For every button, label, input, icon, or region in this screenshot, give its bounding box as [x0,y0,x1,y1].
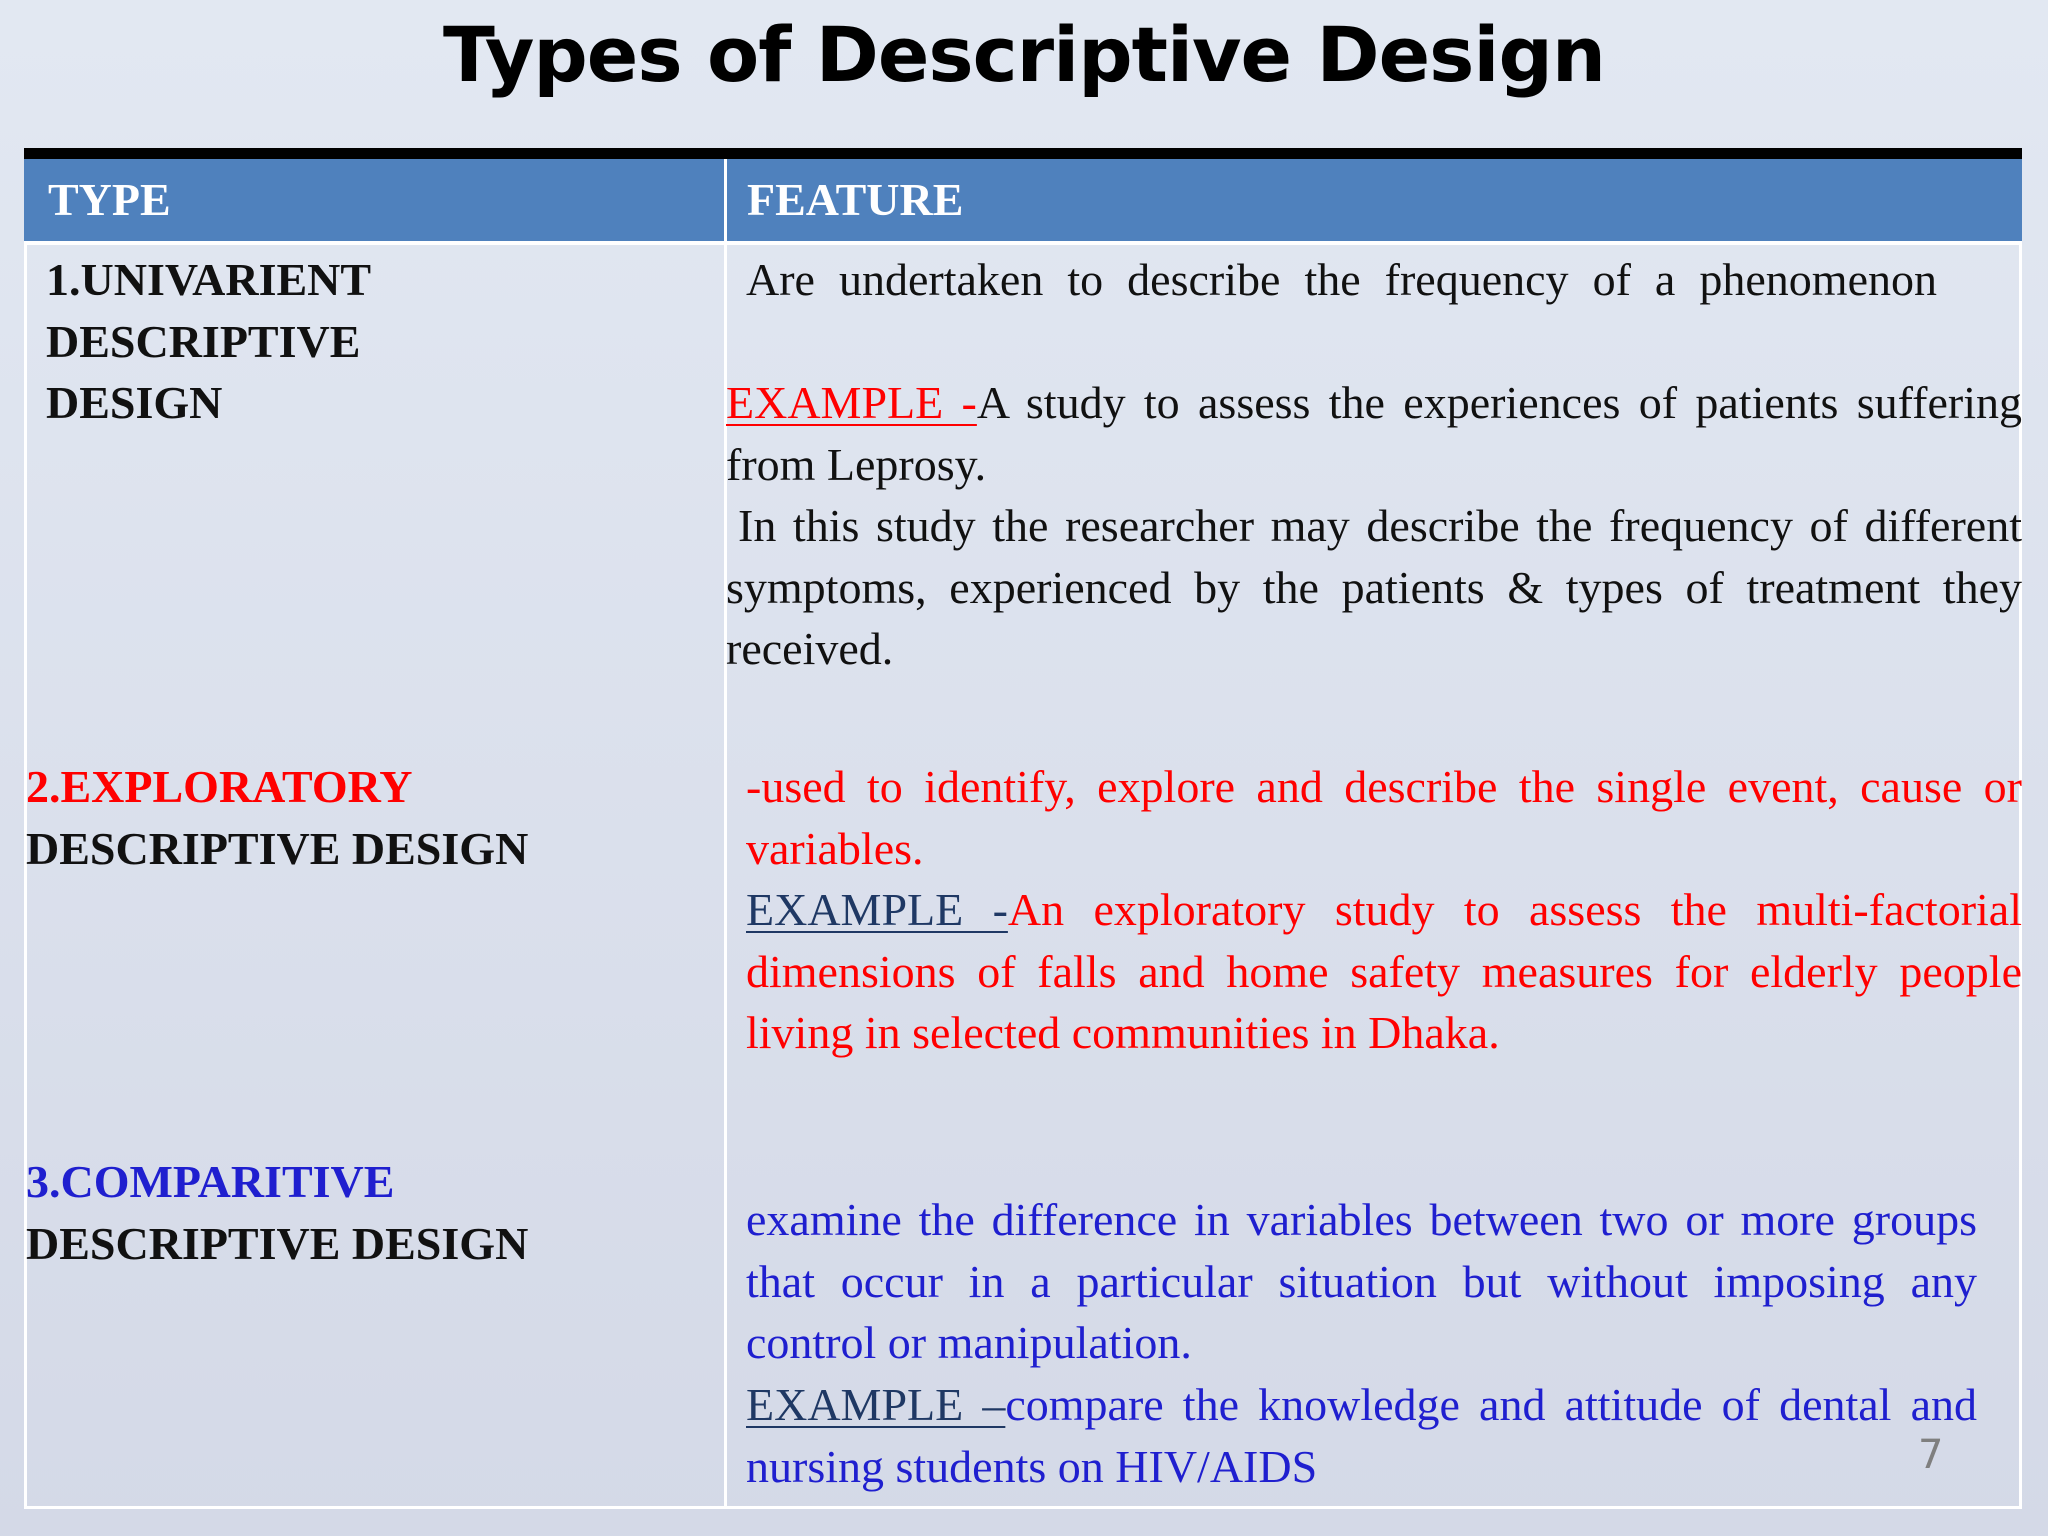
feature-extra: In this study the researcher may describe the frequency of different symptoms, experienced by the patients & types of treatment they received. [726,500,2022,674]
table-row-type-comparative [26,1151,528,1274]
type-line: DESIGN [46,377,223,428]
header-feature: FEATURE [747,174,964,225]
example-label: EXAMPLE - [746,884,1008,935]
header-type: TYPE [48,174,171,225]
table-row-type-univariate [46,249,371,434]
example-text: A study to assess the experiences of patients suffering from Leprosy. [726,377,2022,490]
type-line: 3.COMPARITIVE [26,1156,395,1207]
example-text: An exploratory study to assess the multi-factorial dimensions of falls and home safety measures for elderly people living in selected communities in Dhaka. [746,884,2022,1058]
type-line: 2.EXPLORATORY [26,761,413,812]
table-bottom-border [24,1506,2022,1509]
page-number: 7 [1918,1432,1944,1478]
feature-description: -used to identify, explore and describe the single event, cause or variables. [746,761,2022,874]
feature-description: Are undertaken to describe the frequency of a phenomenon [746,254,1937,305]
table-header [24,159,2022,241]
table-row-type-exploratory [26,756,528,879]
header-divider [724,159,727,241]
type-line: 1.UNIVARIENT [46,254,372,305]
feature-example [746,1374,1977,1497]
feature-example [746,879,2022,1064]
type-line: DESCRIPTIVE [46,315,361,367]
type-line: DESCRIPTIVE DESIGN [26,1217,529,1269]
feature-example [726,372,2022,495]
feature-description: examine the difference in variables between two or more groups that occur in a particular situation but without imposing any control or manipulation. [746,1194,1977,1368]
header-underline [24,241,2022,245]
example-label: EXAMPLE - [726,377,977,428]
example-label: EXAMPLE – [746,1379,1006,1430]
example-text: compare the knowledge and attitude of dental and nursing students on HIV/AIDS [746,1379,1977,1492]
top-rule [24,148,2022,159]
slide-title: Types of Descriptive Design [443,10,1605,99]
type-line: DESCRIPTIVE DESIGN [26,822,529,874]
